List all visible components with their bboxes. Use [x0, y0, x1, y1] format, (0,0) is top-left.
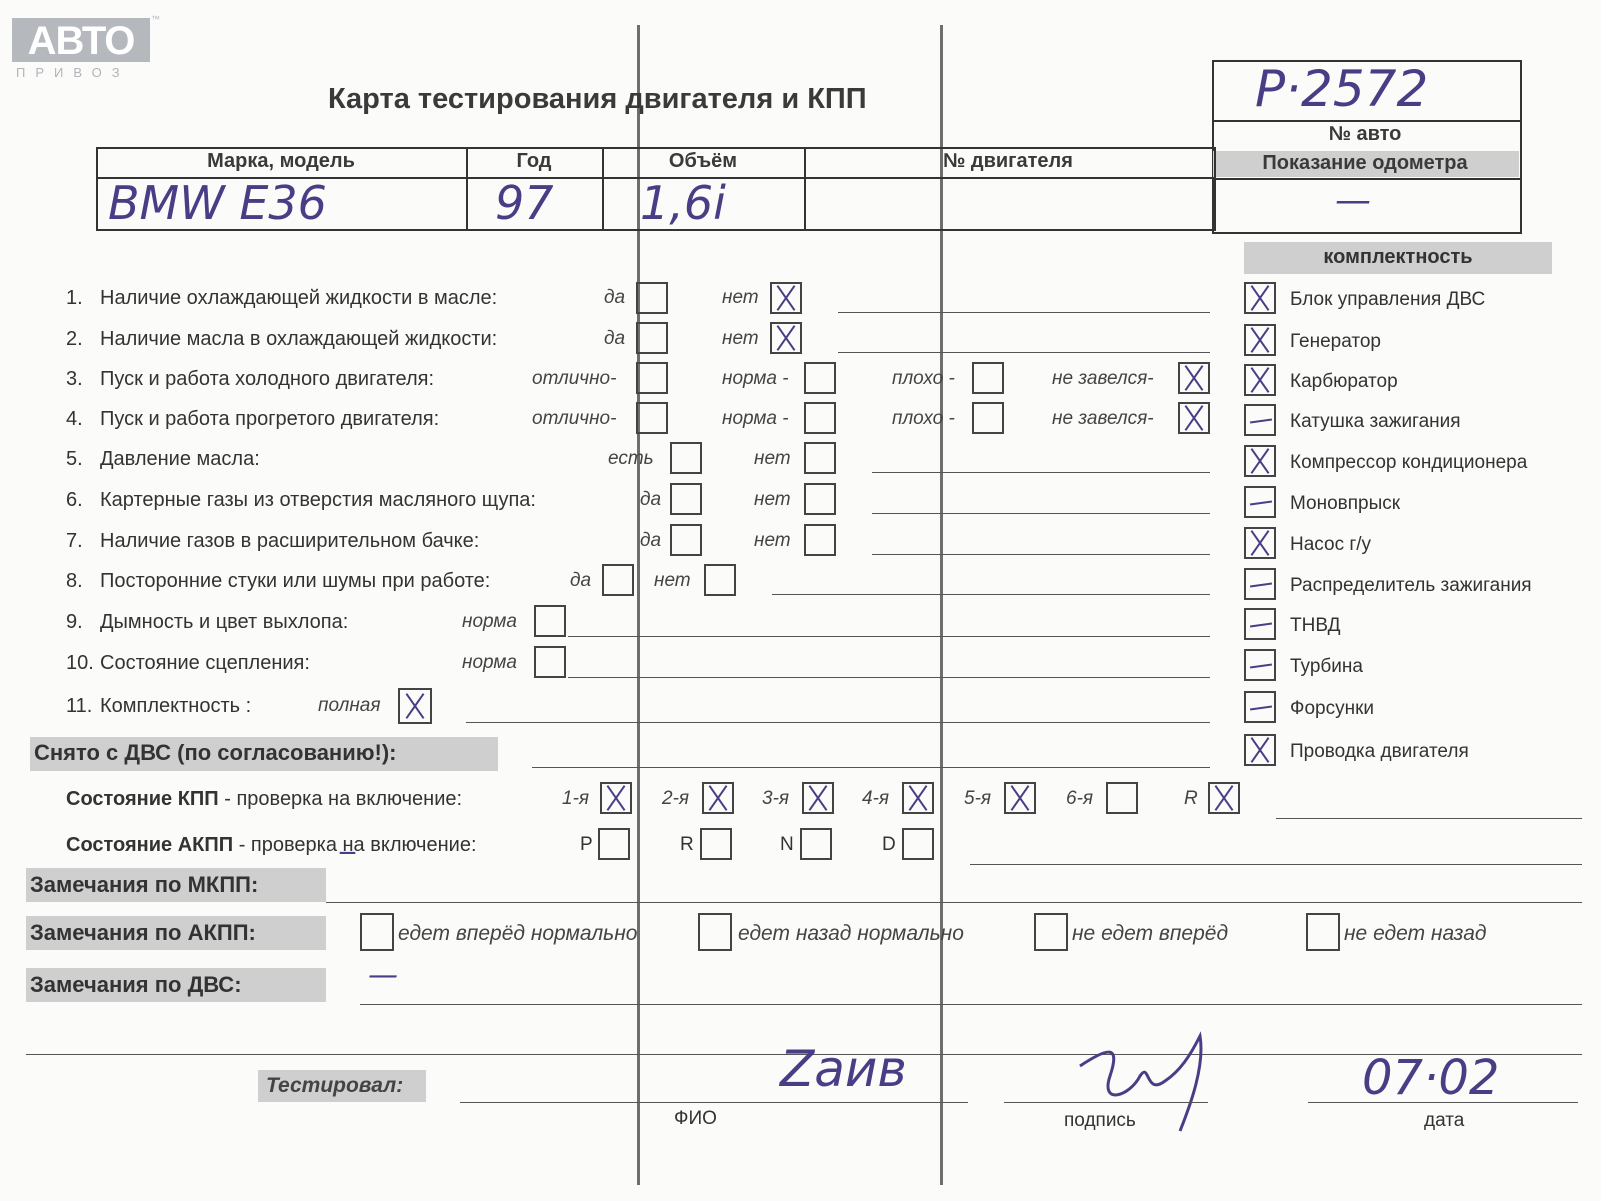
kpp-notes-line	[1276, 818, 1582, 819]
item-2-no-checkbox[interactable]	[770, 322, 802, 354]
item-3-normal-checkbox[interactable]	[804, 362, 836, 394]
year-value: 97	[495, 176, 554, 230]
item-8-yes-checkbox[interactable]	[602, 564, 634, 596]
auto-number-divider	[1212, 120, 1520, 122]
comp-mono-injection-label: Моновпрыск	[1290, 493, 1401, 514]
comp-tnvd-label: ТНВД	[1290, 615, 1341, 636]
kpp-gear-2-label: 2-я	[662, 788, 690, 809]
item-8-opt-yes: да	[570, 570, 592, 591]
item-6-opt-yes: да	[640, 489, 662, 510]
comp-ecu-label: Блок управления ДВС	[1290, 289, 1486, 310]
item-5-opt-yes: есть	[608, 448, 654, 469]
remarks-dvs-dash: —	[368, 958, 398, 993]
akpp-mode-n-label: N	[780, 834, 794, 855]
item-10-notes-line	[568, 677, 1210, 678]
odometer-label: Показание одометра	[1262, 152, 1468, 174]
item-4-bad-checkbox[interactable]	[972, 402, 1004, 434]
completeness-title: комплектность	[1323, 246, 1473, 268]
signature-caption: подпись	[1064, 1110, 1136, 1131]
remarks-mkpp-label: Замечания по МКПП:	[30, 872, 259, 897]
remarks-akpp-label: Замечания по АКПП:	[30, 920, 256, 945]
item-2-label: Наличие масла в охлаждающей жидкости:	[100, 328, 498, 350]
kpp-label: Состояние КПП - проверка на включение:	[66, 788, 463, 810]
item-7-opt-no: нет	[754, 530, 791, 551]
engine-number-header: № двигателя	[943, 150, 1073, 172]
comp-ps-pump-checkbox[interactable]	[1244, 527, 1276, 559]
item-7-opt-yes: да	[640, 530, 662, 551]
item-10-normal-checkbox[interactable]	[534, 646, 566, 678]
item-6-yes-checkbox[interactable]	[670, 483, 702, 515]
kpp-gear-6-label: 6-я	[1066, 788, 1094, 809]
item-11-full-checkbox[interactable]	[398, 688, 432, 724]
odometer-value: —	[1335, 180, 1371, 221]
item-6-no-checkbox[interactable]	[804, 483, 836, 515]
item-4-opt-nostart: не завелся-	[1052, 408, 1154, 429]
item-6-opt-no: нет	[754, 489, 791, 510]
removed-notes-line	[532, 767, 1210, 768]
item-2-notes-line	[838, 352, 1210, 353]
item-1-number: 1.	[66, 287, 83, 309]
item-2-number: 2.	[66, 328, 83, 350]
item-9-label: Дымность и цвет выхлопа:	[100, 611, 349, 633]
kpp-gear-3-label: 3-я	[762, 788, 790, 809]
item-1-yes-checkbox[interactable]	[636, 282, 668, 314]
item-4-excellent-checkbox[interactable]	[636, 402, 668, 434]
item-2-opt-no: нет	[722, 328, 759, 349]
auto-number-value: P·2572	[1255, 60, 1429, 118]
comp-injectors-label: Форсунки	[1290, 698, 1374, 719]
item-10-label: Состояние сцепления:	[100, 652, 310, 674]
item-2-yes-checkbox[interactable]	[636, 322, 668, 354]
akpp-backward-normal-checkbox[interactable]	[698, 913, 732, 951]
item-6-label: Картерные газы из отверстия масляного щупа:	[100, 489, 536, 511]
akpp-mode-d-checkbox[interactable]	[902, 828, 934, 860]
kpp-gear-4-checkbox[interactable]	[902, 782, 934, 814]
kpp-gear-6-checkbox[interactable]	[1106, 782, 1138, 814]
comp-mono-injection-checkbox[interactable]	[1244, 486, 1276, 518]
akpp-mode-p-label: P	[580, 834, 593, 855]
akpp-no-backward-label: не едет назад	[1344, 922, 1487, 945]
kpp-gear-3-checkbox[interactable]	[802, 782, 834, 814]
item-3-label: Пуск и работа холодного двигателя:	[100, 368, 435, 390]
comp-distributor-checkbox[interactable]	[1244, 568, 1276, 600]
item-3-number: 3.	[66, 368, 83, 390]
akpp-mode-n-checkbox[interactable]	[800, 828, 832, 860]
comp-generator-label: Генератор	[1290, 331, 1381, 352]
kpp-gear-1-label: 1-я	[562, 788, 590, 809]
comp-ecu-checkbox[interactable]	[1244, 282, 1276, 314]
akpp-label: Состояние АКПП - проверка на включение:	[66, 834, 477, 856]
item-11-opt-full: полная	[318, 695, 381, 716]
item-11-notes-line	[466, 722, 1210, 723]
akpp-no-forward-checkbox[interactable]	[1034, 913, 1068, 951]
akpp-no-forward-label: не едет вперёд	[1072, 922, 1229, 945]
akpp-mode-d-label: D	[882, 834, 896, 855]
logo-subtitle: ПРИВОЗ	[16, 65, 130, 80]
kpp-gear-5-label: 5-я	[964, 788, 992, 809]
item-5-no-checkbox[interactable]	[804, 442, 836, 474]
item-8-label: Посторонние стуки или шумы при работе:	[100, 570, 491, 592]
item-5-yes-checkbox[interactable]	[670, 442, 702, 474]
akpp-mode-p-checkbox[interactable]	[598, 828, 630, 860]
remarks-mkpp-line	[326, 902, 1582, 903]
item-4-normal-checkbox[interactable]	[804, 402, 836, 434]
akpp-backward-normal-label: едет назад нормально	[738, 922, 964, 945]
fio-line	[460, 1102, 968, 1103]
item-4-nostart-checkbox[interactable]	[1178, 402, 1210, 434]
item-7-no-checkbox[interactable]	[804, 524, 836, 556]
comp-coil-checkbox[interactable]	[1244, 404, 1276, 436]
comp-wiring-checkbox[interactable]	[1244, 734, 1276, 766]
make-header: Марка, модель	[207, 150, 355, 172]
item-1-notes-line	[838, 312, 1210, 313]
volume-header: Объём	[668, 150, 738, 172]
item-7-notes-line	[872, 554, 1210, 555]
item-2-opt-yes: да	[604, 328, 626, 349]
item-9-notes-line	[568, 636, 1210, 637]
tested-by-label: Тестировал:	[266, 1074, 404, 1097]
item-1-opt-no: нет	[722, 287, 759, 308]
date-line	[1308, 1102, 1578, 1103]
trademark-sign: ™	[151, 14, 160, 24]
comp-ac-compressor-label: Компрессор кондиционера	[1290, 452, 1528, 473]
avtoprivoz-logo: АВТО	[12, 18, 150, 62]
item-5-number: 5.	[66, 448, 83, 470]
item-8-opt-no: нет	[654, 570, 691, 591]
akpp-forward-normal-checkbox[interactable]	[360, 913, 394, 951]
akpp-mode-r-checkbox[interactable]	[700, 828, 732, 860]
kpp-gear-4-label: 4-я	[862, 788, 890, 809]
kpp-gear-r-label: R	[1184, 788, 1198, 809]
item-7-number: 7.	[66, 530, 83, 552]
item-1-label: Наличие охлаждающей жидкости в масле:	[100, 287, 498, 309]
item-5-label: Давление масла:	[100, 448, 260, 470]
item-7-label: Наличие газов в расширительном бачке:	[100, 530, 480, 552]
date-caption: дата	[1424, 1110, 1465, 1131]
akpp-no-backward-checkbox[interactable]	[1306, 913, 1340, 951]
item-3-excellent-checkbox[interactable]	[636, 362, 668, 394]
comp-tnvd-checkbox[interactable]	[1244, 608, 1276, 640]
removed-label: Снято с ДВС (по согласованию!):	[34, 740, 397, 765]
comp-ps-pump-label: Насос г/у	[1290, 534, 1372, 555]
item-4-number: 4.	[66, 408, 83, 430]
comp-generator-checkbox[interactable]	[1244, 324, 1276, 356]
item-3-opt-normal: норма -	[722, 368, 789, 389]
item-8-number: 8.	[66, 570, 83, 592]
signature-line	[1004, 1102, 1208, 1103]
item-6-number: 6.	[66, 489, 83, 511]
comp-wiring-label: Проводка двигателя	[1290, 741, 1469, 762]
comp-turbine-checkbox[interactable]	[1244, 649, 1276, 681]
year-header: Год	[516, 150, 552, 172]
item-10-number: 10.	[66, 652, 94, 674]
page-title: Карта тестирования двигателя и КПП	[328, 83, 867, 115]
kpp-gear-1-checkbox[interactable]	[600, 782, 632, 814]
tester-name-handwritten: Zaив	[780, 1040, 907, 1098]
remarks-mkpp-dash: ‾	[340, 848, 355, 883]
comp-injectors-checkbox[interactable]	[1244, 691, 1276, 723]
item-4-opt-normal: норма -	[722, 408, 789, 429]
item-3-opt-excellent: отлично-	[532, 368, 617, 389]
kpp-gear-2-checkbox[interactable]	[702, 782, 734, 814]
item-3-opt-nostart: не завелся-	[1052, 368, 1154, 389]
comp-coil-label: Катушка зажигания	[1290, 411, 1461, 432]
comp-distributor-label: Распределитель зажигания	[1290, 575, 1532, 596]
kpp-gear-5-checkbox[interactable]	[1004, 782, 1036, 814]
item-1-opt-yes: да	[604, 287, 626, 308]
akpp-forward-normal-label: едет вперёд нормально	[398, 922, 638, 945]
volume-value: 1,6i	[640, 176, 726, 230]
item-4-label: Пуск и работа прогретого двигателя:	[100, 408, 440, 430]
comp-turbine-label: Турбина	[1290, 656, 1363, 677]
item-1-no-checkbox[interactable]	[770, 282, 802, 314]
item-5-notes-line	[872, 472, 1210, 473]
akpp-mode-r-label: R	[680, 834, 694, 855]
item-3-opt-bad: плохо -	[892, 368, 955, 389]
fio-caption: ФИО	[674, 1108, 717, 1129]
item-4-opt-bad: плохо -	[892, 408, 955, 429]
item-9-opt-normal: норма	[462, 611, 517, 632]
date-handwritten: 07·02	[1362, 1050, 1500, 1106]
item-9-normal-checkbox[interactable]	[534, 605, 566, 637]
item-8-notes-line	[772, 594, 1210, 595]
auto-number-label: № авто	[1328, 123, 1402, 145]
item-4-opt-excellent: отлично-	[532, 408, 617, 429]
item-7-yes-checkbox[interactable]	[670, 524, 702, 556]
item-3-bad-checkbox[interactable]	[972, 362, 1004, 394]
item-9-number: 9.	[66, 611, 83, 633]
item-8-no-checkbox[interactable]	[704, 564, 736, 596]
item-10-opt-normal: норма	[462, 652, 517, 673]
comp-carburetor-label: Карбюратор	[1290, 371, 1398, 392]
item-11-number: 11.	[66, 695, 93, 717]
make-value: BMW E36	[108, 176, 327, 230]
item-11-label: Комплектность :	[100, 695, 252, 717]
comp-ac-compressor-checkbox[interactable]	[1244, 445, 1276, 477]
remarks-dvs-line	[360, 1004, 1582, 1005]
item-3-nostart-checkbox[interactable]	[1178, 362, 1210, 394]
item-5-opt-no: нет	[754, 448, 791, 469]
akpp-notes-line	[970, 864, 1582, 865]
item-6-notes-line	[872, 513, 1210, 514]
remarks-dvs-label: Замечания по ДВС:	[30, 972, 242, 997]
comp-carburetor-checkbox[interactable]	[1244, 364, 1276, 396]
kpp-gear-r-checkbox[interactable]	[1208, 782, 1240, 814]
